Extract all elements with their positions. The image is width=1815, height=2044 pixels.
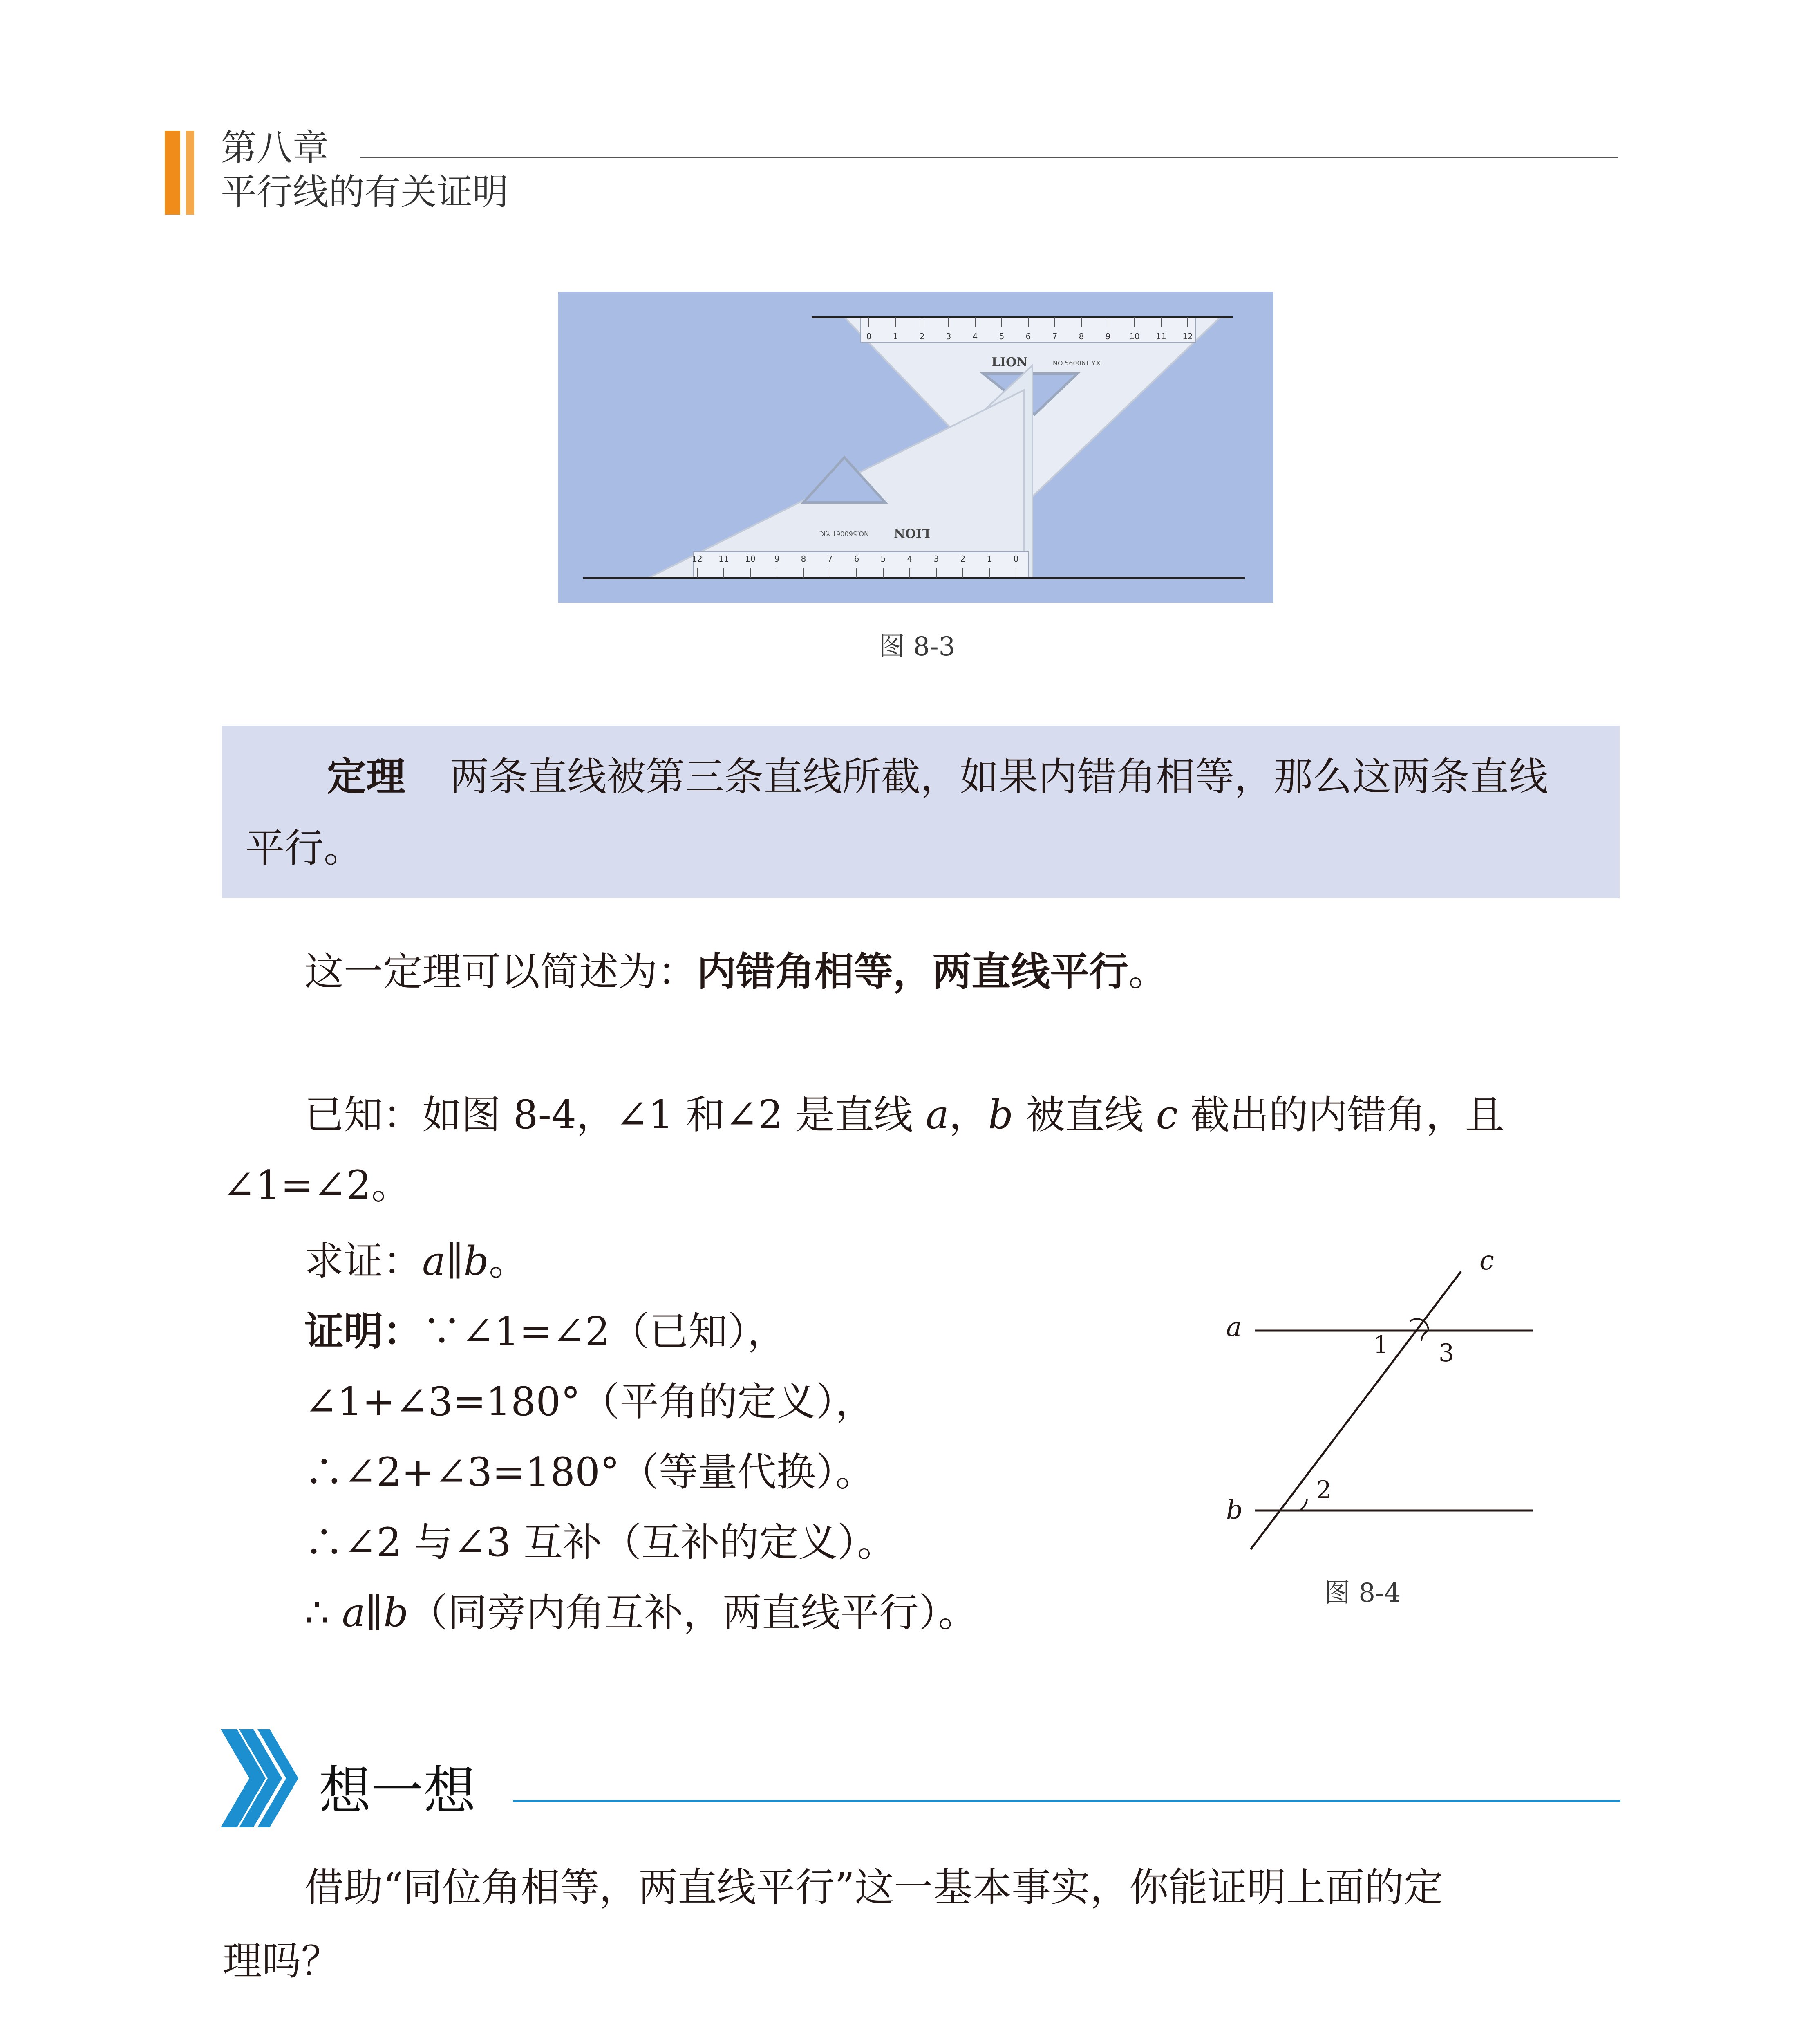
summary-bold: 内错角相等，两直线平行 xyxy=(697,949,1128,995)
proof-var-a: a xyxy=(342,1590,365,1636)
given-text: 被直线 xyxy=(1013,1092,1156,1138)
proof-parallel: ∥ xyxy=(365,1590,384,1636)
angle-1-label: 1 xyxy=(1373,1331,1389,1359)
given-var-a: a xyxy=(925,1092,949,1138)
bottom-ruler-number: 10 xyxy=(745,554,756,564)
line-c xyxy=(1251,1271,1461,1549)
angle-1-arc xyxy=(1410,1319,1428,1331)
top-ruler-number: 1 xyxy=(893,332,898,341)
prove-line xyxy=(304,1238,528,1285)
top-ruler-number: 0 xyxy=(866,332,872,341)
top-ruler-number: 8 xyxy=(1079,332,1084,341)
bottom-model: NO.56006T Y.K. xyxy=(819,530,869,538)
bottom-ruler-number: 8 xyxy=(801,554,806,564)
bottom-ruler-number: 0 xyxy=(1013,554,1019,564)
top-ruler-number: 12 xyxy=(1182,332,1193,341)
bottom-brand: LION xyxy=(894,526,930,540)
bottom-ruler-number: 12 xyxy=(692,554,703,564)
think-line-2: 理吗？ xyxy=(223,1938,340,1984)
think-chevron-icon xyxy=(221,1725,311,1831)
proof-label: 证明： xyxy=(304,1309,422,1354)
summary-suffix: 。 xyxy=(1128,949,1168,995)
theorem-box xyxy=(222,726,1620,898)
bottom-ruler-number: 11 xyxy=(718,554,729,564)
top-ruler-number: 2 xyxy=(919,332,925,341)
given-text: ， xyxy=(949,1092,988,1138)
top-ruler-number: 5 xyxy=(999,332,1005,341)
bottom-ruler-number: 5 xyxy=(880,554,886,564)
top-brand: LION xyxy=(991,355,1028,370)
prove-parallel: ∥ xyxy=(445,1238,464,1284)
angle-2-label: 2 xyxy=(1316,1476,1332,1504)
given-var-c: c xyxy=(1156,1092,1178,1138)
chapter-label: 第八章 xyxy=(221,127,329,169)
figure-8-3-photo xyxy=(558,292,1273,603)
top-ruler-number: 6 xyxy=(1025,332,1031,341)
summary-prefix: 这一定理可以简述为： xyxy=(304,949,697,995)
label-a: a xyxy=(1226,1312,1242,1342)
think-rule xyxy=(513,1800,1620,1802)
angle-3-label: 3 xyxy=(1439,1339,1455,1367)
given-line-1 xyxy=(304,1091,1504,1139)
bottom-ruler xyxy=(693,552,1028,577)
bottom-ruler-number: 1 xyxy=(987,554,992,564)
given-text: 截出的内错角，且 xyxy=(1178,1092,1504,1138)
summary-line xyxy=(304,948,1168,995)
given-var-b: b xyxy=(988,1092,1014,1138)
header-rule xyxy=(360,157,1618,158)
think-title: 想一想 xyxy=(319,1761,476,1822)
bottom-ruler-number: 7 xyxy=(827,554,833,564)
top-ruler-number: 3 xyxy=(946,332,951,341)
think-line-1: 借助“同位角相等，两直线平行”这一基本事实，你能证明上面的定 xyxy=(304,1865,1443,1910)
figure-8-4 xyxy=(1206,1226,1553,1594)
bottom-ruler-number: 2 xyxy=(960,554,966,564)
proof-line-2: ∠1+∠3=180°（平角的定义）， xyxy=(304,1379,875,1425)
bottom-ruler-number: 4 xyxy=(907,554,913,564)
label-b: b xyxy=(1226,1495,1243,1525)
proof-line-5 xyxy=(304,1589,978,1636)
theorem-label: 定理 xyxy=(327,754,405,800)
figure-8-3-caption: 图 8-3 xyxy=(879,632,956,662)
prove-suffix: 。 xyxy=(489,1238,528,1284)
header-accent-bar-thin xyxy=(186,131,194,215)
proof-line-3: ∴∠2+∠3=180°（等量代换）。 xyxy=(304,1449,875,1495)
proof-text: ∴ xyxy=(304,1590,342,1636)
label-c: c xyxy=(1479,1246,1494,1276)
bottom-ruler-number: 9 xyxy=(774,554,780,564)
angle-3-arc xyxy=(1421,1331,1428,1341)
bottom-ruler-number: 6 xyxy=(854,554,859,564)
top-ruler-number: 10 xyxy=(1129,332,1140,341)
top-ruler-number: 9 xyxy=(1105,332,1111,341)
prove-var-a: a xyxy=(422,1238,446,1284)
chapter-title: 平行线的有关证明 xyxy=(221,171,509,213)
theorem-line-1: 两条直线被第三条直线所截，如果内错角相等，那么这两条直线 xyxy=(450,754,1548,800)
proof-text: （同旁内角互补，两直线平行）。 xyxy=(408,1590,978,1636)
given-line-2: ∠1=∠2。 xyxy=(223,1162,411,1208)
header-accent-bar xyxy=(165,131,180,215)
given-text: 已知：如图 8-4，∠1 和∠2 是直线 xyxy=(304,1092,926,1138)
theorem-line-2: 平行。 xyxy=(245,825,363,871)
bottom-ruler-number: 3 xyxy=(933,554,939,564)
prove-prefix: 求证： xyxy=(304,1238,422,1284)
proof-line-4: ∴∠2 与∠3 互补（互补的定义）。 xyxy=(304,1520,897,1565)
top-ruler-number: 4 xyxy=(972,332,978,341)
figure-8-4-caption: 图 8-4 xyxy=(1324,1578,1401,1608)
top-ruler-number: 7 xyxy=(1052,332,1058,341)
prove-var-b: b xyxy=(463,1238,489,1284)
top-model: NO.56006T Y.K. xyxy=(1053,359,1103,367)
proof-var-b: b xyxy=(383,1590,409,1636)
proof-line-1 xyxy=(304,1308,786,1355)
angle-2-arc xyxy=(1300,1499,1307,1511)
top-ruler-number: 11 xyxy=(1156,332,1166,341)
proof-text: ∵∠1=∠2（已知）， xyxy=(422,1309,787,1354)
